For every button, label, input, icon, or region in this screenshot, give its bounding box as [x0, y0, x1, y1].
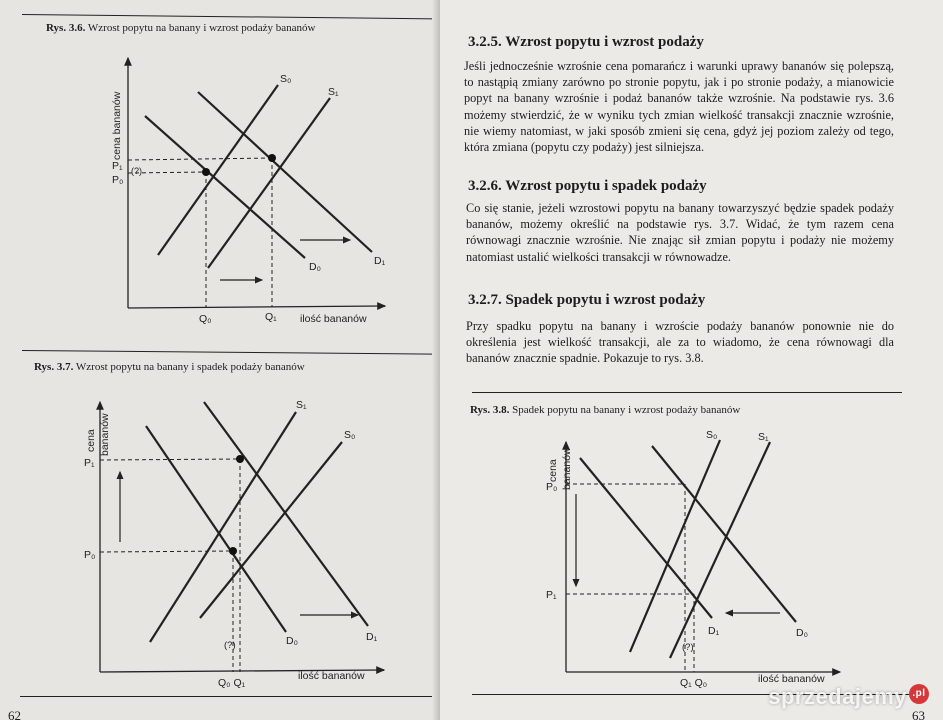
fig37-caption-number: Rys. 3.7. — [34, 361, 74, 373]
fig38-y-label-line2: bananów — [561, 447, 573, 490]
fig38-unknown-label: (?) — [682, 642, 694, 653]
fig36-d1-label: D₁ — [374, 255, 386, 267]
section-326-text: Co się stanie, jeżeli wzrostowi popytu na banany towarzyszyć będzie spadek podaży bananów, możemy określić na podstawie rys. 3.7. Widać, że tym razem cena równowagi znacznie wzrośnie. Nie znając sił zmian popytu i podaży nie możemy natomiast ustalić wielkości transakcji w równowadze. — [466, 201, 894, 264]
fig38-y-label-line1: cena — [547, 459, 559, 482]
fig37-q-labels: Q₀ Q₁ — [218, 677, 246, 689]
fig38-caption-text: Spadek popytu na banany i wzrost podaży bananów — [512, 404, 741, 416]
fig38-q-labels: Q₁ Q₀ — [680, 677, 708, 689]
fig36-d0-label: D₀ — [309, 261, 321, 273]
fig38-caption-number: Rys. 3.8. — [470, 404, 510, 416]
fig36-s0-label: S₀ — [280, 73, 292, 85]
fig36-caption-text: Wzrost popytu na banany i wzrost podaży bananów — [87, 22, 316, 34]
fig36-diagram — [0, 40, 440, 370]
fig37-unknown-label: (?) — [224, 640, 236, 651]
fig37-p0-label: P₀ — [84, 549, 96, 561]
section-327-text: Przy spadku popytu na banany i wzroście podaży bananów ponownie nie do określenia jest wielkość transakcji, ale za to wiadomo, że cena równowagi dla bananów znacznie spadnie. Pokazuje to rys. 3.8. — [466, 319, 894, 366]
fig36-unknown-label: (?) — [131, 166, 142, 176]
fig37-caption-text: Wzrost popytu na banany i spadek podaży bananów — [75, 361, 305, 373]
right-page — [440, 0, 943, 720]
left-page — [0, 0, 440, 720]
fig36-demand-d1 — [198, 92, 372, 252]
fig37-equilibrium-0 — [229, 547, 237, 555]
left-bottom-rule — [20, 696, 436, 697]
section-327-heading: 3.2.7. Spadek popytu i wzrost podaży — [468, 292, 706, 308]
fig38-p0-label: P₀ — [546, 481, 558, 493]
fig36-s1-label: S₁ — [328, 86, 339, 98]
watermark-logo — [768, 684, 929, 710]
fig36-supply-s1 — [208, 98, 330, 268]
fig37-d1-label: D₁ — [366, 631, 378, 643]
fig36-top-rule — [22, 14, 434, 19]
fig36-p0-label: P₀ — [112, 174, 124, 186]
fig36-p1-label: P₁ — [112, 160, 123, 172]
fig38-d0-label: D₀ — [796, 627, 808, 639]
watermark-badge: .pl — [909, 684, 929, 704]
fig38-supply-s0 — [630, 440, 720, 652]
fig37-x-label: ilość bananów — [298, 670, 365, 682]
fig38-diagram — [440, 420, 943, 710]
fig36-p1-guide — [128, 158, 272, 160]
fig37-s1-label: S₁ — [296, 399, 307, 411]
fig37-equilibrium-1 — [236, 455, 244, 463]
fig36-caption-number: Rys. 3.6. — [46, 22, 86, 34]
fig38-s1-label: S₁ — [758, 431, 769, 443]
section-326-heading: 3.2.6. Wzrost popytu i spadek podaży — [468, 178, 707, 194]
fig38-d1-label: D₁ — [708, 625, 720, 637]
fig37-diagram — [0, 380, 440, 700]
watermark-text: sprzedajemy — [768, 684, 907, 709]
fig37-demand-d0 — [146, 426, 286, 632]
right-page-number: 63 — [912, 708, 925, 720]
fig38-p1-label: P₁ — [546, 589, 557, 601]
fig36-demand-d0 — [145, 116, 305, 258]
fig38-caption — [470, 404, 740, 417]
fig36-equilibrium-0 — [202, 168, 210, 176]
fig37-p1-label: P₁ — [84, 457, 95, 469]
fig37-y-label-line1: cena — [85, 429, 97, 452]
fig38-top-rule — [472, 392, 902, 393]
fig37-y-label-line2: bananów — [99, 413, 111, 456]
fig37-p0-guide — [100, 551, 233, 552]
fig37-s0-label: S₀ — [344, 429, 356, 441]
left-page-number: 62 — [8, 708, 21, 720]
section-325-heading: 3.2.5. Wzrost popytu i wzrost podaży — [468, 34, 704, 50]
fig36-equilibrium-1 — [268, 154, 276, 162]
fig36-x-label: ilość bananów — [300, 313, 367, 325]
fig36-caption — [46, 22, 315, 35]
fig36-q1-label: Q₁ — [265, 311, 277, 323]
fig38-demand-d0 — [652, 446, 796, 622]
fig36-q0-label: Q₀ — [199, 313, 212, 325]
fig37-d0-label: D₀ — [286, 635, 298, 647]
fig36-y-label: cena bananów — [111, 91, 123, 160]
fig38-x-label: ilość bananów — [758, 673, 825, 685]
fig37-caption — [34, 361, 305, 374]
fig38-s0-label: S₀ — [706, 429, 718, 441]
section-325-text: Jeśli jednocześnie wzrośnie cena pomarańcz i warunki uprawy bananów się polepszą, to nastąpią zmiany zarówno po stronie popytu, jak i po stronie podaży, a mianowicie popyt na banany wzrośnie i podaż bananów także wzrośnie. Na podstawie rys. 3.6 możemy stwierdzić, że w wyniku tych zmian wielkość transakcji znacznie wzrośnie, nie wiemy natomiast, w jaki sposób zmieni się cena, gdyż jej poziom zależy od tego, która zmiana (popytu czy podaży) jest silniejsza. — [464, 59, 894, 155]
fig36-x-axis — [128, 306, 385, 308]
